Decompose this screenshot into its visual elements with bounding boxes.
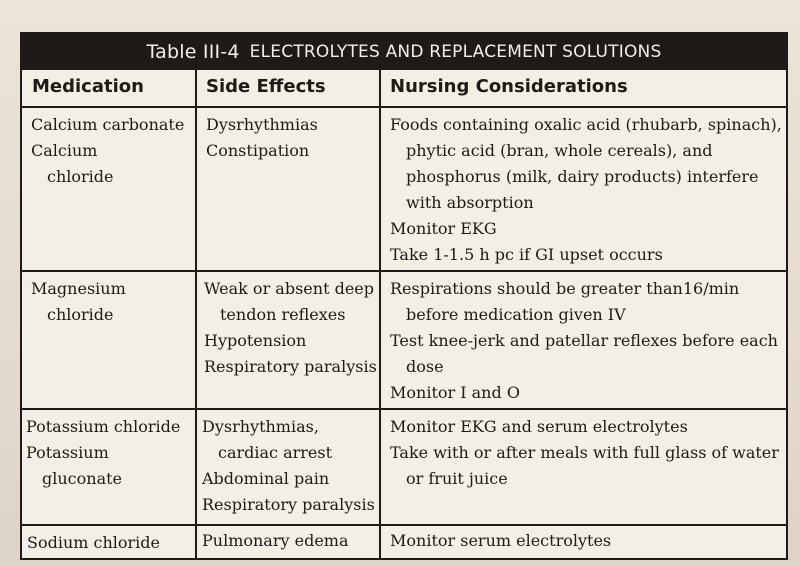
row-1-side-effects xyxy=(206,112,318,164)
medication-line: Potassium chloride xyxy=(26,417,181,436)
row-2-nursing xyxy=(390,276,778,406)
row-1-nursing xyxy=(390,112,782,268)
row-1-medication xyxy=(31,112,184,190)
nursing-line: Monitor EKG xyxy=(390,219,497,238)
medication-line: Calcium xyxy=(31,141,98,160)
row-divider xyxy=(22,524,786,526)
header-medication: Medication xyxy=(32,76,144,97)
row-2-side-effects xyxy=(204,276,377,380)
side-effect-line: Abdominal pain xyxy=(202,469,330,488)
row-divider xyxy=(22,408,786,410)
row-3-side-effects xyxy=(202,414,375,518)
side-effect-line: Constipation xyxy=(206,141,310,160)
row-4-nursing xyxy=(390,528,611,554)
side-effect-line: Weak or absent deep xyxy=(204,279,374,298)
row-4-side-effects xyxy=(202,528,349,554)
side-effect-line: Dysrhythmias xyxy=(206,115,318,134)
medication-line: chloride xyxy=(47,167,114,186)
medication-line: Sodium chloride xyxy=(27,533,161,552)
nursing-line: before medication given IV xyxy=(406,305,626,324)
column-divider xyxy=(195,70,197,558)
header-side-effects: Side Effects xyxy=(206,76,326,97)
header-nursing-considerations: Nursing Considerations xyxy=(390,76,628,97)
row-divider xyxy=(22,270,786,272)
nursing-line: Monitor serum electrolytes xyxy=(390,531,612,550)
nursing-line: phytic acid (bran, whole cereals), and xyxy=(406,141,713,160)
medication-line: gluconate xyxy=(42,469,122,488)
nursing-line: Take with or after meals with full glass of water xyxy=(390,443,779,462)
nursing-line: Take 1-1.5 h pc if GI upset occurs xyxy=(390,245,663,264)
nursing-line: phosphorus (milk, dairy products) interfere xyxy=(406,167,759,186)
table-title: ELECTROLYTES AND REPLACEMENT SOLUTIONS xyxy=(249,42,662,62)
row-2-medication xyxy=(31,276,126,328)
row-4-medication xyxy=(27,530,160,556)
medication-line: Magnesium xyxy=(31,279,126,298)
nursing-line: Foods containing oxalic acid (rhubarb, spinach), xyxy=(390,115,782,134)
side-effect-line: Pulmonary edema xyxy=(202,531,349,550)
side-effect-line: tendon reflexes xyxy=(220,305,346,324)
medication-line: Calcium carbonate xyxy=(31,115,185,134)
electrolytes-table xyxy=(20,32,788,560)
table-header-row xyxy=(22,70,786,108)
medication-line: Potassium xyxy=(26,443,109,462)
table-number: Table III-4 xyxy=(146,41,240,63)
nursing-line: Respirations should be greater than16/min xyxy=(390,279,740,298)
row-3-nursing xyxy=(390,414,779,492)
table-title-bar xyxy=(22,34,786,70)
nursing-line: Monitor EKG and serum electrolytes xyxy=(390,417,688,436)
side-effect-line: Dysrhythmias, xyxy=(202,417,319,436)
nursing-line: with absorption xyxy=(406,193,534,212)
medication-line: chloride xyxy=(47,305,114,324)
side-effect-line: Hypotension xyxy=(204,331,307,350)
side-effect-line: Respiratory paralysis xyxy=(202,495,375,514)
side-effect-line: cardiac arrest xyxy=(218,443,333,462)
column-divider xyxy=(379,70,381,558)
nursing-line: Monitor I and O xyxy=(390,383,520,402)
nursing-line: dose xyxy=(406,357,444,376)
side-effect-line: Respiratory paralysis xyxy=(204,357,377,376)
row-3-medication xyxy=(26,414,180,492)
nursing-line: or fruit juice xyxy=(406,469,508,488)
nursing-line: Test knee-jerk and patellar reflexes before each xyxy=(390,331,778,350)
